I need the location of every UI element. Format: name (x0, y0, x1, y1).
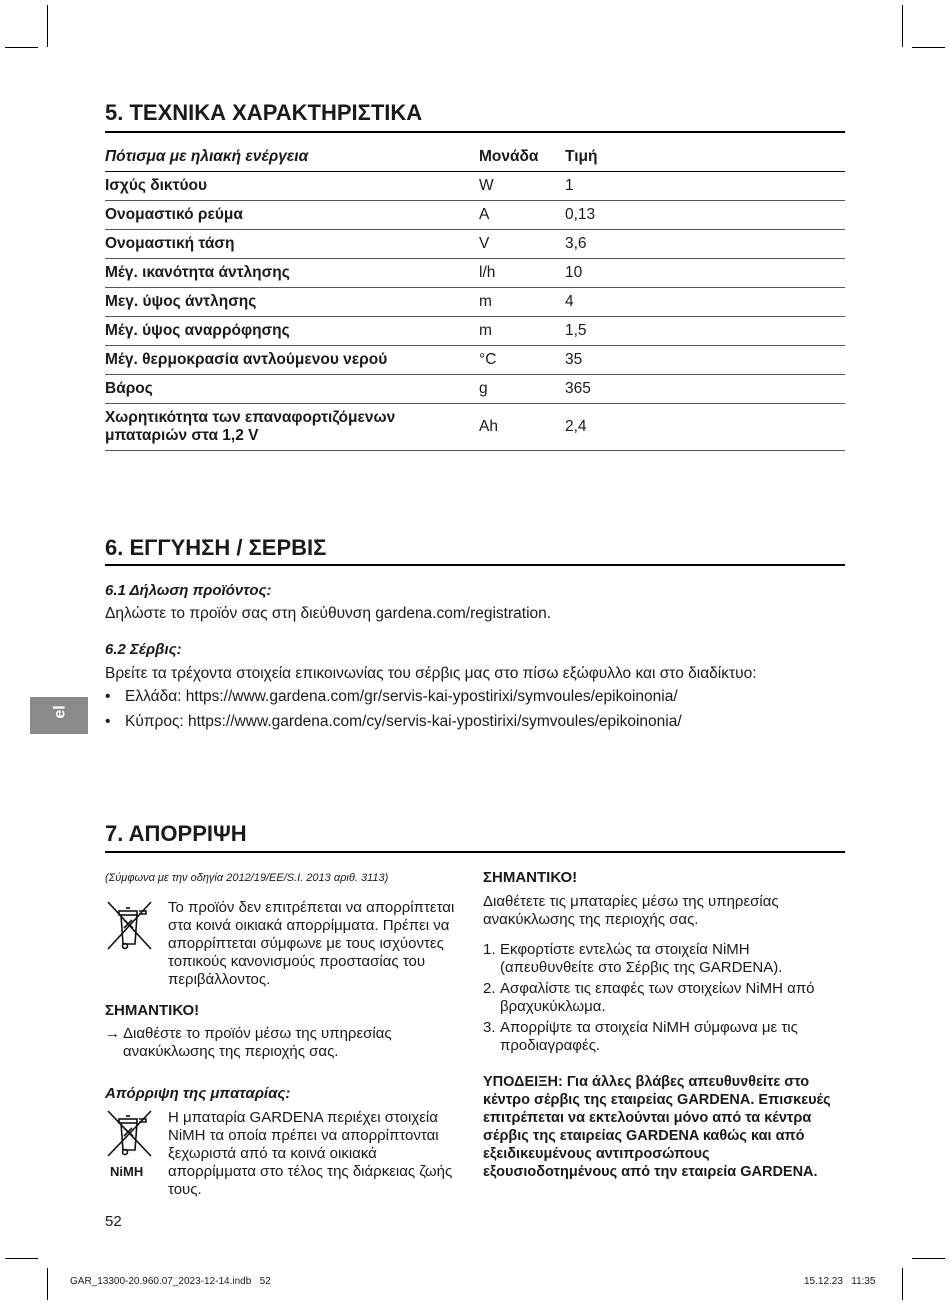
spec-row (105, 201, 845, 230)
service-link-cyprus: • Κύπρος: https://www.gardena.com/cy/servis-kai-ypostirixi/symvoules/epikoinonia/ (105, 713, 682, 730)
spec-unit: g (479, 375, 565, 404)
spec-label: Μέγ. θερμοκρασία αντλούμενου νερού (105, 346, 479, 375)
service-link-greece: • Ελλάδα: https://www.gardena.com/gr/servis-kai-ypostirixi/symvoules/epikoinonia/ (105, 688, 678, 705)
crop-mark (5, 47, 38, 48)
spec-value: 35 (565, 346, 845, 375)
spec-unit: V (479, 230, 565, 259)
crop-mark (912, 1258, 945, 1259)
spec-unit: l/h (479, 259, 565, 288)
spec-label: Ισχύς δικτύου (105, 172, 479, 201)
spec-label: Ονομαστική τάση (105, 230, 479, 259)
spec-value: 2,4 (565, 404, 845, 451)
spec-value: 1 (565, 172, 845, 201)
spec-unit: W (479, 172, 565, 201)
spec-unit: Ah (479, 404, 565, 451)
subsection-6-2-title: 6.2 Σέρβις: (105, 641, 182, 658)
crop-mark (5, 1258, 38, 1259)
spec-label: Βάρος (105, 375, 479, 404)
spec-label: Μέγ. ύψος αναρρόφησης (105, 317, 479, 346)
spec-row (105, 404, 845, 451)
battery-recycle-text: Διαθέτετε τις μπαταρίες μέσω της υπηρεσίας ανακύκλωσης της περιοχής σας. (483, 893, 779, 928)
section-7-title: 7. ΑΠΟΡΡΙΨΗ (105, 821, 247, 846)
spec-value: 3,6 (565, 230, 845, 259)
crossed-bin-icon (106, 1110, 154, 1162)
important-heading-left: ΣΗΜΑΝΤΙΚΟ! (105, 1002, 200, 1019)
spec-unit: m (479, 317, 565, 346)
directive-note: (Σύμφωνα με την οδηγία 2012/19/EE/S.I. 2013 αριθ. 3113) (105, 872, 389, 884)
header-value: Τιμή (565, 142, 845, 172)
battery-disposal-text: Η μπαταρία GARDENA περιέχει στοιχεία NiMH τα οποία πρέπει να απορρίπτονται ξεχωριστά από τα κοινά οικιακά απορρίμματα στο τέλος της διάρκειας ζωής τους. (168, 1109, 453, 1198)
nimh-label: NiMH (110, 1164, 144, 1179)
disposal-step: 3. Απορρίψτε τα στοιχεία NiMH σύμφωνα με τις προδιαγραφές. (483, 1019, 798, 1054)
footer-date: 15.12.23 11:35 (804, 1276, 876, 1287)
spec-unit: °C (479, 346, 565, 375)
spec-unit: m (479, 288, 565, 317)
spec-value: 4 (565, 288, 845, 317)
crop-mark (902, 5, 903, 47)
important-heading-right: ΣΗΜΑΝΤΙΚΟ! (483, 869, 578, 886)
spec-table (105, 142, 845, 451)
section-5-rule (105, 131, 845, 133)
page-number: 52 (105, 1213, 122, 1230)
section-6-rule (105, 564, 845, 566)
battery-disposal-title: Απόρριψη της μπαταρίας: (105, 1085, 291, 1102)
spec-table-header (105, 142, 845, 172)
language-tab: el (30, 697, 88, 734)
spec-value: 10 (565, 259, 845, 288)
arrow-instruction (105, 1025, 435, 1061)
section-6-title: 6. ΕΓΓΥΗΣΗ / ΣΕΡΒΙΣ (105, 535, 327, 560)
crossed-bin-icon (106, 900, 154, 952)
spec-row (105, 259, 845, 288)
spec-row (105, 375, 845, 404)
service-text: Βρείτε τα τρέχοντα στοιχεία επικοινωνίας του σέρβις μας στο πίσω εξώφυλλο και στο διαδίκτυο: (105, 665, 757, 682)
spec-unit: A (479, 201, 565, 230)
disposal-step: 1. Εκφορτίστε εντελώς τα στοιχεία NiMH (απευθυνθείτε στο Σέρβις της GARDENA). (483, 941, 783, 976)
spec-value: 0,13 (565, 201, 845, 230)
header-unit: Μονάδα (479, 142, 565, 172)
section-5-title: 5. ΤΕΧΝΙΚΑ ΧΑΡΑΚΤΗΡΙΣΤΙΚΑ (105, 100, 423, 125)
spec-value: 365 (565, 375, 845, 404)
spec-row (105, 230, 845, 259)
spec-label: Χωρητικότητα των επαναφορτιζόμενων μπαταριών στα 1,2 V (105, 404, 479, 451)
hint-note: ΥΠΟΔΕΙΞΗ: Για άλλες βλάβες απευθυνθείτε στο κέντρο σέρβις της εταιρείας GARDENA. Επισκευές επιτρέπεται να εκτελούνται μόνο από τα κέντρα σέρβις της εταιρείας GARDENA καθώς και από εξειδικευμένους αντιπροσώπους εξουσιοδοτημένους από την εταιρεία GARDENA. (483, 1074, 831, 1180)
header-product: Πότισμα με ηλιακή ενέργεια (105, 142, 479, 172)
crop-mark (47, 1268, 48, 1300)
spec-label: Μέγ. ικανότητα άντλησης (105, 259, 479, 288)
arrow-right-icon: → (105, 1025, 120, 1042)
spec-row (105, 172, 845, 201)
spec-label: Μεγ. ύψος άντλησης (105, 288, 479, 317)
subsection-6-1-title: 6.1 Δήλωση προϊόντος: (105, 582, 272, 599)
disposal-steps (483, 941, 833, 1058)
footer-file: GAR_13300-20.960.07_2023-12-14.indb 52 (70, 1276, 271, 1287)
crop-mark (912, 47, 945, 48)
crop-mark (902, 1268, 903, 1300)
spec-row (105, 317, 845, 346)
spec-label: Ονομαστικό ρεύμα (105, 201, 479, 230)
spec-row (105, 288, 845, 317)
crop-mark (47, 5, 48, 47)
registration-text: Δηλώστε το προϊόν σας στη διεύθυνση gardena.com/registration. (105, 605, 552, 622)
spec-row (105, 346, 845, 375)
section-7-rule (105, 851, 845, 853)
spec-value: 1,5 (565, 317, 845, 346)
product-disposal-text: Το προϊόν δεν επιτρέπεται να απορρίπτεται στα κοινά οικιακά απορρίμματα. Πρέπει να απορρίπτεται σύμφωνε με τους ισχύοντες τοπικούς κανονισμούς προστασίας του περιβάλλοντος. (168, 899, 455, 988)
arrow-instruction-text: Διαθέστε το προϊόν μέσω της υπηρεσίας ανακύκλωσης της περιοχής σας. (123, 1025, 392, 1060)
disposal-step: 2. Ασφαλίστε τις επαφές των στοιχείων NiMH από βραχυκύκλωμα. (483, 980, 815, 1015)
